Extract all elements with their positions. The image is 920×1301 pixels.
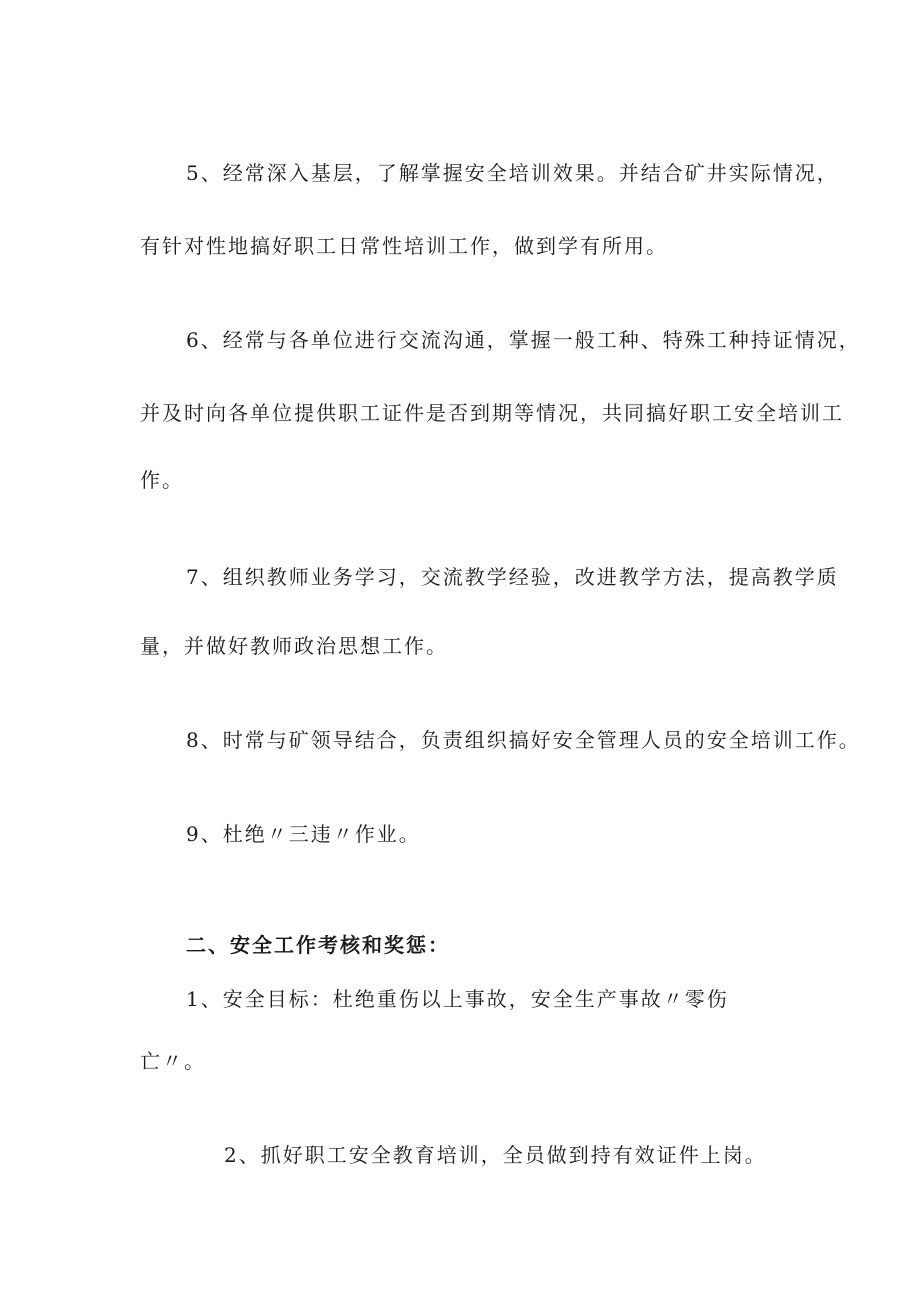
item-8-line-1: 8、时常与矿领导结合，负责组织搞好安全管理人员的安全培训工作。: [186, 728, 861, 752]
item-5-line-2: 有针对性地搞好职工日常性培训工作，做到学有所用。: [140, 234, 668, 258]
item-6-line-2: 并及时向各单位提供职工证件是否到期等情况，共同搞好职工安全培训工: [140, 401, 844, 425]
section-2-heading: 二、安全工作考核和奖惩：: [186, 933, 450, 957]
item-5-line-1: 5、经常深入基层，了解掌握安全培训效果。并结合矿井实际情况，: [186, 161, 839, 185]
item-7-line-1: 7、组织教师业务学习，交流教学经验，改进教学方法，提高教学质: [186, 565, 839, 589]
section-2-item-2-line-1: 2、抓好职工安全教育培训，全员做到持有效证件上岗。: [224, 1143, 767, 1167]
item-7-line-2: 量，并做好教师政治思想工作。: [140, 634, 448, 658]
section-2-item-1-line-2: 亡〃。: [140, 1049, 206, 1073]
item-6-line-3: 作。: [140, 468, 184, 492]
item-6-line-1: 6、经常与各单位进行交流沟通，掌握一般工种、特殊工种持证情况，: [186, 328, 861, 352]
item-9-line-1: 9、杜绝〃三违〃作业。: [186, 822, 421, 846]
section-2-item-1-line-1: 1、安全目标：杜绝重伤以上事故，安全生产事故〃零伤: [186, 987, 729, 1011]
